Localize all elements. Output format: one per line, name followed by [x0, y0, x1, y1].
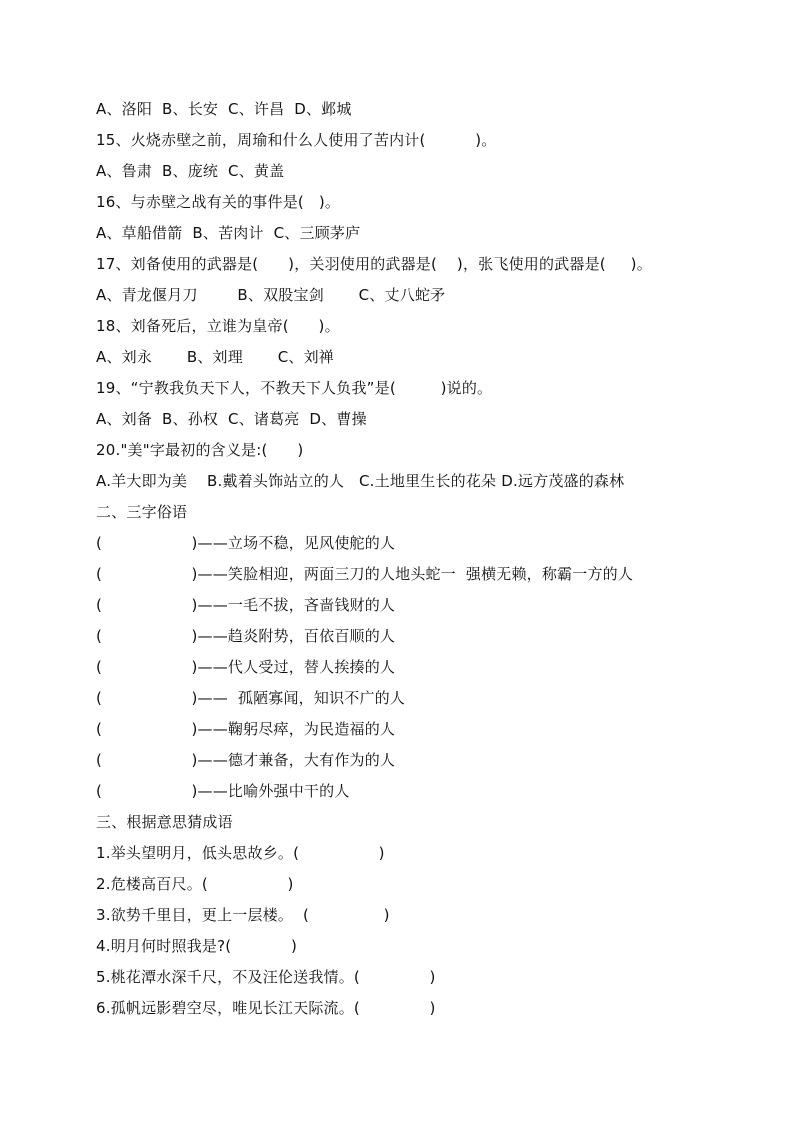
idiom-question: 1.举头望明月，低头思故乡。( ) [96, 844, 385, 862]
section-heading-3: 三、根据意思猜成语 [96, 813, 233, 831]
question-19: 19、“宁教我负天下人，不教天下人负我”是( )说的。 [96, 379, 493, 397]
idiom-question: 6.孤帆远影碧空尽，唯见长江天际流。( ) [96, 999, 436, 1017]
question-20: 20."美"字最初的含义是:( ) [96, 441, 304, 459]
answer-options-20: A.羊大即为美 B.戴着头饰站立的人 C.土地里生长的花朵 D.远方茂盛的森林 [96, 472, 625, 490]
answer-options-18: A、刘永 B、刘理 C、刘禅 [96, 348, 334, 366]
answer-options-16: A、草船借箭 B、苦肉计 C、三顾茅庐 [96, 224, 361, 242]
proverb-item: ( )——一毛不拔，吝啬钱财的人 [96, 596, 396, 614]
proverb-item: ( )——代人受过，替人挨揍的人 [96, 658, 396, 676]
question-17: 17、刘备使用的武器是( )，关羽使用的武器是( )，张飞使用的武器是( )。 [96, 255, 652, 273]
proverb-item: ( )——立场不稳，见风使舵的人 [96, 534, 396, 552]
proverb-item: ( )——鞠躬尽瘁，为民造福的人 [96, 720, 396, 738]
idiom-question: 5.桃花潭水深千尺，不及汪伦送我情。( ) [96, 968, 436, 986]
question-15: 15、火烧赤壁之前，周瑜和什么人使用了苦内计( )。 [96, 131, 497, 149]
proverb-item: ( )——比喻外强中干的人 [96, 782, 350, 800]
proverb-item: ( )—— 孤陋寡闻，知识不广的人 [96, 689, 406, 707]
proverb-item: ( )——笑脸相迎，两面三刀的人地头蛇一 强横无赖，称霸一方的人 [96, 565, 634, 583]
question-16: 16、与赤壁之战有关的事件是( )。 [96, 193, 341, 211]
proverb-item: ( )——德才兼备，大有作为的人 [96, 751, 396, 769]
answer-options-14: A、洛阳 B、长安 C、许昌 D、邺城 [96, 100, 352, 118]
idiom-question: 2.危楼高百尺。( ) [96, 875, 294, 893]
idiom-question: 4.明月何时照我是?( ) [96, 937, 297, 955]
answer-options-19: A、刘备 B、孙权 C、诸葛亮 D、曹操 [96, 410, 367, 428]
document-page [96, 94, 736, 1024]
section-heading-2: 二、三字俗语 [96, 503, 188, 521]
idiom-question: 3.欲势千里目，更上一层楼。 ( ) [96, 906, 390, 924]
answer-options-17: A、青龙偃月刀 B、双股宝剑 C、丈八蛇矛 [96, 286, 446, 304]
proverb-item: ( )——趋炎附势，百依百顺的人 [96, 627, 396, 645]
answer-options-15: A、鲁肃 B、庞统 C、黄盖 [96, 162, 285, 180]
question-18: 18、刘备死后，立谁为皇帝( )。 [96, 317, 340, 335]
